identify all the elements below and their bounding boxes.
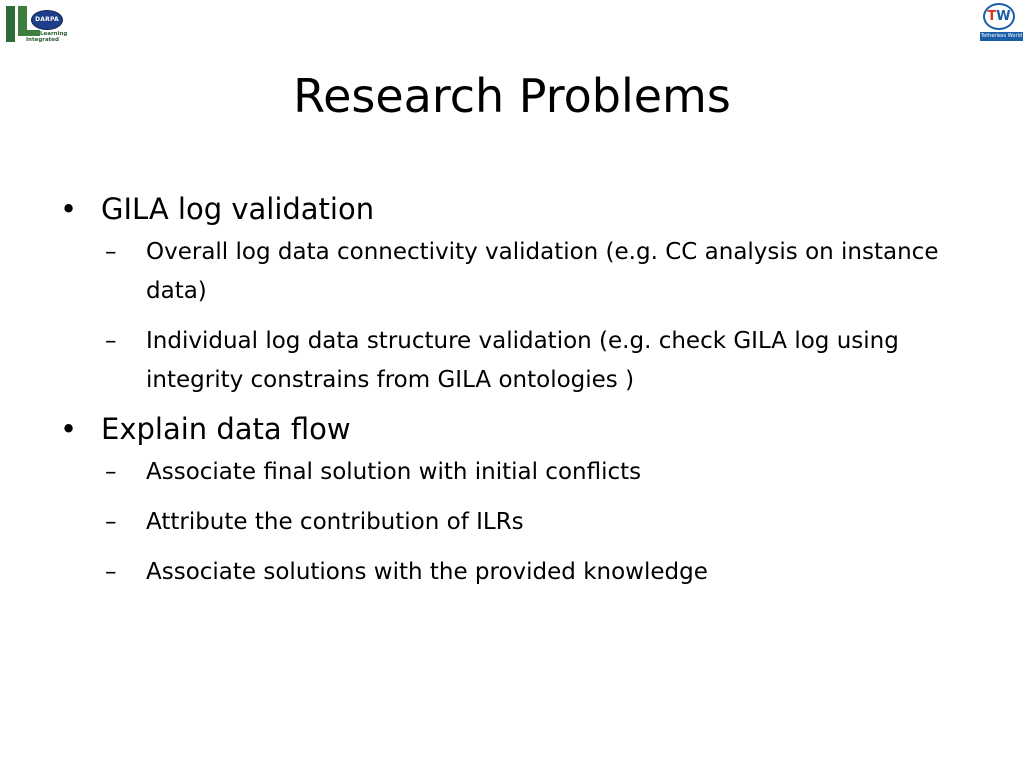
sub-bullet-text: Attribute the contribution of ILRs [146, 509, 524, 535]
sub-bullet-item [105, 453, 980, 492]
sub-bullet-marker: – [105, 559, 117, 585]
darpa-badge: DARPA [31, 10, 63, 30]
bullet-item [60, 188, 980, 400]
sub-bullet-text: Individual log data structure validation (e.g. check GILA log using integrity constrains from GILA ontologies ) [146, 328, 899, 393]
sub-bullet-item [105, 553, 980, 592]
tw-letter-t: T [987, 9, 997, 24]
sub-bullet-item [105, 503, 980, 542]
sub-bullet-text: Associate solutions with the provided knowledge [146, 559, 708, 585]
bullet-text: Explain data flow [101, 412, 351, 446]
sub-bullet-list [101, 233, 980, 400]
il-darpa-logo [4, 4, 68, 44]
sub-bullet-item [105, 233, 980, 311]
logo-integrated-text: Integrated [26, 37, 59, 43]
bullet-marker: • [60, 412, 78, 446]
sub-bullet-marker: – [105, 239, 117, 265]
bullet-item [60, 408, 980, 592]
tw-caption: Tetherless World [980, 33, 1023, 39]
sub-bullet-list [101, 453, 980, 592]
logo-letter-l-base [18, 30, 40, 36]
tw-letter-w: W [996, 9, 1011, 24]
tw-emblem [983, 3, 1015, 30]
tetherless-world-logo [978, 3, 1024, 41]
sub-bullet-text: Overall log data connectivity validation (e.g. CC analysis on instance data) [146, 239, 939, 304]
bullet-list [60, 188, 980, 600]
sub-bullet-marker: – [105, 459, 117, 485]
logo-learning-text: Learning [40, 31, 68, 37]
sub-bullet-marker: – [105, 328, 117, 354]
bullet-marker: • [60, 192, 78, 226]
sub-bullet-text: Associate final solution with initial conflicts [146, 459, 642, 485]
slide-title: Research Problems [293, 69, 731, 123]
sub-bullet-item [105, 322, 980, 400]
bullet-text: GILA log validation [101, 192, 375, 226]
logo-letter-i-shape [6, 6, 15, 42]
sub-bullet-marker: – [105, 509, 117, 535]
